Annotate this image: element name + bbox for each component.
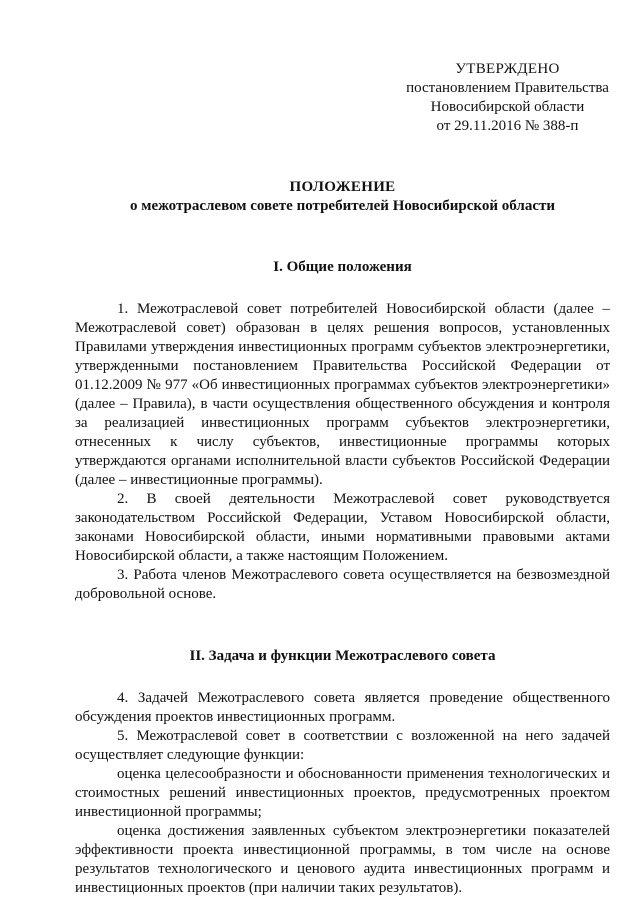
document-title xyxy=(75,178,610,216)
paragraph-function-2: оценка достижения заявленных субъектом электроэнергетики показателей эффективности проекта инвестиционной программы, в том числе на основе результатов технологического и ценового аудита инвестиционных программ и инвестиционных проектов (при наличии таких результатов). xyxy=(75,823,610,896)
paragraph-3: 3. Работа членов Межотраслевого совета осуществляется на безвозмездной добровольной основе. xyxy=(75,567,610,602)
section-heading-1: I. Общие положения xyxy=(273,259,412,275)
paragraph-5: 5. Межотраслевой совет в соответствии с возложенной на него задачей осуществляет следующие функции: xyxy=(75,728,610,763)
section-heading-2: II. Задача и функции Межотраслевого совета xyxy=(189,648,496,664)
approval-heading: УТВЕРЖДЕНО xyxy=(455,61,560,77)
paragraph-1: 1. Межотраслевой совет потребителей Новосибирской области (далее – Межотраслевой совет) образован в целях решения вопросов, установленных Правилами утверждения инвестиционных программ субъектов электроэнергетики, утвержденными постановлением Правительства Российской Федерации от 01.12.2009 № 977 «Об инвестиционных программах субъектов электроэнергетики» (далее – Правила), в части осуществления общественного обсуждения и контроля за реализацией инвестиционных программ субъектов электроэнергетики, отнесенных к числу субъектов, инвестиционные программы которых утверждаются органами исполнительной власти субъектов Российской Федерации (далее – инвестиционные программы). xyxy=(75,301,610,488)
paragraph-function-1: оценка целесообразности и обоснованности применения технологических и стоимостных решений инвестиционных проектов, предусмотренных проектом инвестиционной программы; xyxy=(75,766,610,820)
document-title-line-1: ПОЛОЖЕНИЕ xyxy=(289,179,396,195)
approval-stamp xyxy=(400,60,615,136)
paragraph-2: 2. В своей деятельности Межотраслевой совет руководствуется законодательством Российской Федерации, Уставом Новосибирской области, законами Новосибирской области, иными нормативными правовыми актами Новосибирской области, а также настоящим Положением. xyxy=(75,491,610,564)
approval-line-2: Новосибирской области xyxy=(430,99,585,115)
approval-line-3: от 29.11.2016 № 388-п xyxy=(436,118,579,134)
paragraph-4: 4. Задачей Межотраслевого совета является проведение общественного обсуждения проектов инвестиционных программ. xyxy=(75,690,610,725)
approval-line-1: постановлением Правительства xyxy=(406,80,609,96)
document-title-line-2: о межотраслевом совете потребителей Новосибирской области xyxy=(130,198,555,214)
